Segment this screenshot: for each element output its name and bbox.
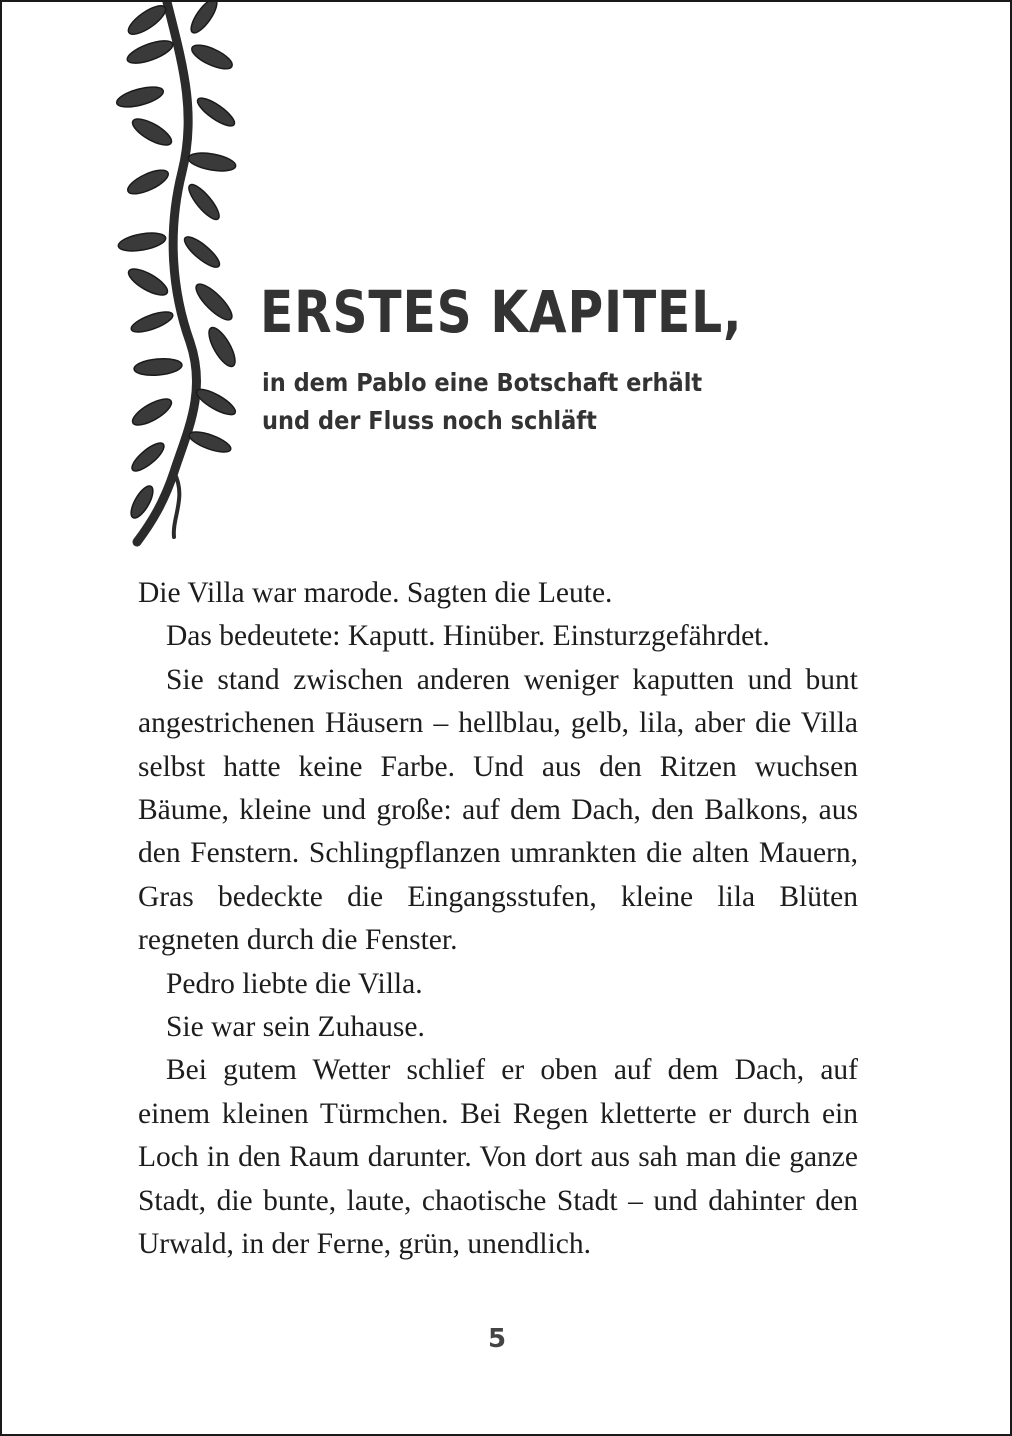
- chapter-subtitle-line: und der Fluss noch schläft: [262, 406, 597, 435]
- chapter-title: ERSTES KAPITEL,: [260, 278, 743, 346]
- paragraph: Das bedeutete: Kaputt. Hinüber. Einsturzgefährdet.: [166, 620, 770, 653]
- paragraph: Sie war sein Zuhause.: [166, 1011, 425, 1044]
- paragraph: Pedro liebte die Villa.: [166, 967, 423, 1000]
- page-number: 5: [487, 1324, 507, 1354]
- body-text: [138, 572, 858, 1267]
- paragraph: Die Villa war marode. Sagten die Leute.: [138, 577, 613, 609]
- chapter-subtitle: [262, 364, 702, 440]
- paragraph: Bei gutem Wetter schlief er oben auf dem Dach, auf einem kleinen Türmchen. Bei Regen kletterte er durch ein Loch in den Raum darunter. Von dort aus sah man die ganze Stadt, die bunte, laute, chaotische Stadt – und dahinter den Urwald, in der Ferne, grün, unendlich.: [138, 1054, 858, 1261]
- chapter-subtitle-line: in dem Pablo eine Botschaft erhält: [262, 368, 703, 397]
- paragraph: Sie stand zwischen anderen weniger kaputten und bunt angestrichenen Häusern – hellblau, gelb, lila, aber die Villa selbst hatte keine Farbe. Und aus den Ritzen wuchsen Bäume, kleine und große: auf dem Dach, den Balkons, aus den Fenstern. Schlingpflanzen umrankten die alten Mauern, Gras bedeckte die Eingangsstufen, kleine lila Blüten regneten durch die Fenster.: [138, 663, 858, 957]
- vine-illustration: [112, 2, 242, 547]
